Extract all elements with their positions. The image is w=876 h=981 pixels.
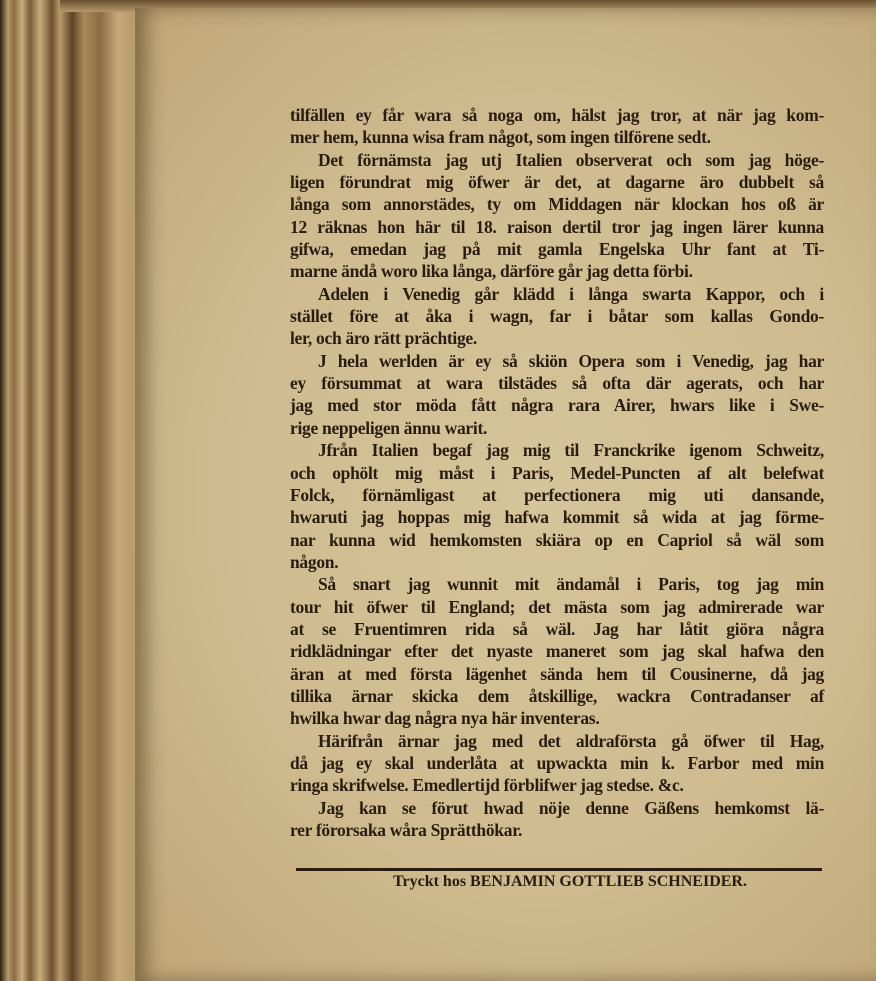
text-line: Härifrån ärnar jag med det aldraförsta gå öfwer til Hag,	[318, 730, 824, 751]
text-line: mer hem, kunna wisa fram något, som ingen tilförene sedt.	[290, 127, 711, 148]
text-line: ey försummat at wara tilstädes så ofta där agerats, och har	[290, 373, 824, 394]
text-line: ridklädningar efter det nyaste maneret som jag skal hafwa den	[290, 641, 824, 662]
text-line: och ophölt mig måst i Paris, Medel-Puncten af alt belefwat	[290, 462, 824, 483]
text-line: ler, och äro rätt prächtige.	[290, 328, 477, 349]
text-line: gifwa, emedan jag på mit gamla Engelska Uhr fant at Ti-	[290, 239, 824, 260]
text-line: ligen förundrat mig öfwer är det, at dagarne äro dubbelt så	[290, 172, 824, 193]
body-text	[290, 104, 824, 841]
text-line: långa som annorstädes, ty om Middagen när klockan hos oß är	[290, 194, 824, 215]
text-line: Det förnämsta jag utj Italien observerat och som jag höge-	[318, 149, 824, 170]
text-line: Jag kan se förut hwad nöje denne Gäßens hemkomst lä-	[318, 797, 824, 818]
text-line: Jfrån Italien begaf jag mig til Franckrike igenom Schweitz,	[318, 440, 824, 461]
text-line: någon.	[290, 551, 339, 572]
book-page-edges	[0, 0, 150, 981]
text-line: Folck, förnämligast at perfectionera mig uti dansande,	[290, 484, 824, 505]
text-line: hwaruti jag hoppas mig hafwa kommit så wida at jag förme-	[290, 507, 824, 528]
printer-imprint: Tryckt hos BENJAMIN GOTTLIEB SCHNEIDER.	[393, 873, 747, 890]
text-line: hwilka hwar dag några nya här inventeras.	[290, 708, 600, 729]
text-line: marne ändå woro lika långa, därföre går jag detta förbi.	[290, 261, 693, 282]
text-line: Så snart jag wunnit mit ändamål i Paris, tog jag min	[318, 574, 824, 595]
text-line: stället före at åka i wagn, far i båtar som kallas Gondo-	[290, 306, 824, 327]
text-line: Adelen i Venedig går klädd i långa swarta Kappor, och i	[318, 283, 824, 304]
text-line: nar kunna wid hemkomsten skiära op en Capriol så wäl som	[290, 529, 824, 550]
text-line: at se Fruentimren rida så wäl. Jag har låtit giöra några	[290, 618, 824, 639]
footer-rule	[296, 868, 822, 871]
text-line: jag med stor möda fått några rara Airer, hwars like i Swe-	[290, 395, 824, 416]
text-line: då jag ey skal underlåta at upwackta min k. Farbor med min	[290, 752, 824, 773]
text-line: tilfällen ey får wara så noga om, hälst jag tror, at när jag kom-	[290, 105, 824, 125]
text-line: äran at med första lägenhet sända hem til Cousinerne, då jag	[290, 663, 824, 684]
text-line: 12 räknas hon här til 18. raison dertil tror jag ingen lärer kunna	[290, 216, 824, 237]
text-line: tillika ärnar skicka dem åtskillige, wackra Contradanser af	[290, 685, 824, 706]
text-line: ringa skrifwelse. Emedlertijd förblifwer jag stedse. &c.	[290, 775, 684, 796]
text-line: rige neppeligen ännu warit.	[290, 417, 488, 438]
text-line: tour hit öfwer til England; det mästa som jag admirerade war	[290, 596, 824, 617]
text-line: J hela werlden är ey så skiön Opera som i Venedig, jag har	[318, 350, 824, 371]
text-line: rer förorsaka wåra Sprätthökar.	[290, 820, 523, 840]
